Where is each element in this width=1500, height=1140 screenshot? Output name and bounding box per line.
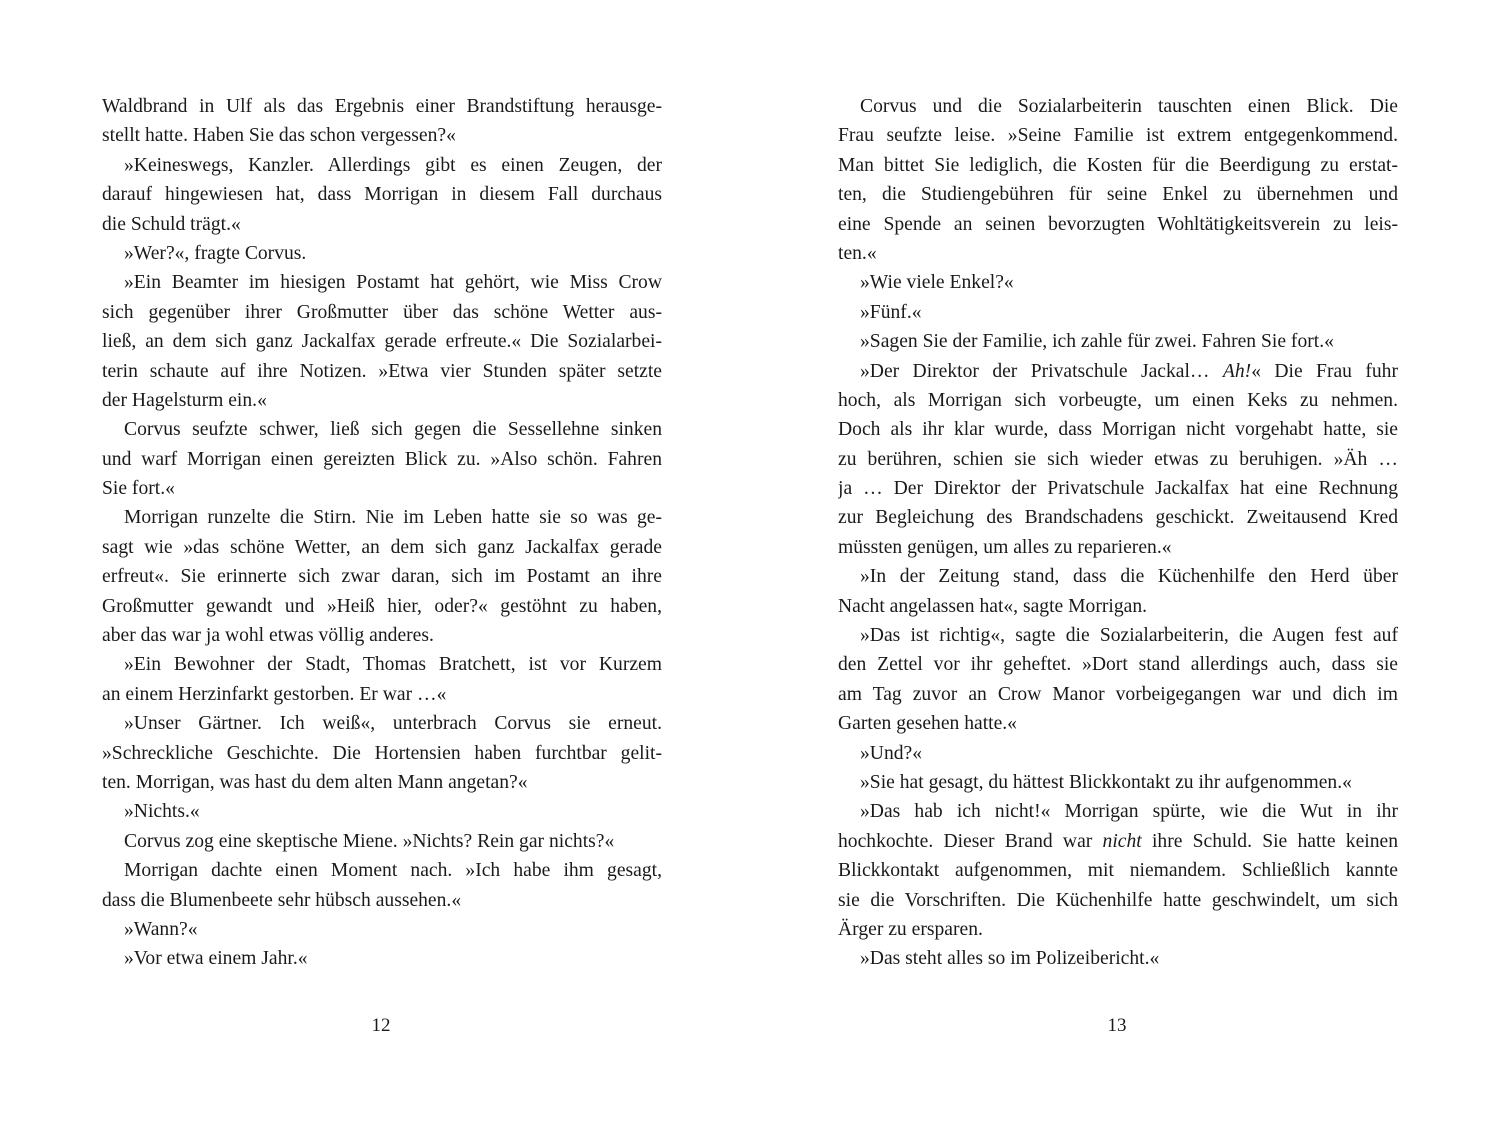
text-line: sagt wie »das schöne Wetter, an dem sich ganz Jackalfax gerade	[102, 536, 662, 558]
text-line: sich gegenüber ihrer Großmutter über das schöne Wetter aus-	[102, 301, 662, 323]
text-line: darauf hingewiesen hat, dass Morrigan in diesem Fall durchaus	[102, 184, 662, 206]
text-line: hoch, als Morrigan sich vorbeugte, um einen Keks zu nehmen.	[838, 389, 1398, 411]
text-line: ten. Morrigan, was hast du dem alten Mann angetan?«	[102, 771, 528, 793]
text-line: Ärger zu ersparen.	[838, 918, 983, 940]
text-line: »Das hab ich nicht!« Morrigan spürte, wie die Wut in ihr	[860, 801, 1398, 823]
text-line: zu berühren, schien sie sich wieder etwas zu beruhigen. »Äh …	[838, 448, 1398, 470]
text-line: ja … Der Direktor der Privatschule Jackalfax hat eine Rechnung	[838, 478, 1398, 500]
text-line: »Unser Gärtner. Ich weiß«, unterbrach Corvus sie erneut.	[124, 713, 662, 735]
text-line: erfreut«. Sie erinnerte sich zwar daran, sich im Postamt an ihre	[102, 566, 662, 588]
text-line: Corvus und die Sozialarbeiterin tauschten einen Blick. Die	[860, 96, 1398, 117]
text-line: eine Spende an seinen bevorzugten Wohltätigkeitsverein zu leis-	[838, 213, 1398, 235]
text-line: terin schaute auf ihre Notizen. »Etwa vier Stunden später setzte	[102, 360, 662, 382]
text-line: Frau seufzte leise. »Seine Familie ist extrem entgegenkommend.	[838, 125, 1398, 147]
text-line: »Sie hat gesagt, du hättest Blickkontakt zu ihr aufgenommen.«	[860, 771, 1352, 793]
text-line: »Keineswegs, Kanzler. Allerdings gibt es einen Zeugen, der	[124, 154, 662, 176]
text-line: Corvus seufzte schwer, ließ sich gegen die Sessellehne sinken	[124, 419, 662, 441]
text-line: »In der Zeitung stand, dass die Küchenhilfe den Herd über	[860, 566, 1398, 588]
text-line: »Ein Bewohner der Stadt, Thomas Bratchett, ist vor Kurzem	[124, 654, 662, 676]
text-line: am Tag zuvor an Crow Manor vorbeigegangen war und dich im	[838, 683, 1398, 705]
left-page	[102, 92, 662, 974]
text-line: Morrigan dachte einen Moment nach. »Ich habe ihm gesagt,	[124, 860, 662, 882]
text-line: »Nichts.«	[124, 801, 200, 823]
text-line: dass die Blumenbeete sehr hübsch aussehen.«	[102, 889, 462, 911]
text-line: Waldbrand in Ulf als das Ergebnis einer Brandstiftung herausge-	[102, 96, 662, 117]
text-line: »Wie viele Enkel?«	[860, 272, 1014, 294]
text-line: »Wann?«	[124, 918, 198, 940]
text-line: »Ein Beamter im hiesigen Postamt hat gehört, wie Miss Crow	[124, 272, 662, 294]
text-line: Garten gesehen hatte.«	[838, 713, 1017, 735]
text-line: »Das steht alles so im Polizeibericht.«	[860, 948, 1160, 970]
text-line: »Der Direktor der Privatschule Jackal… Ah!« Die Frau fuhr	[860, 360, 1398, 382]
text-line: ließ, an dem sich ganz Jackalfax gerade erfreute.« Die Sozialarbei-	[102, 331, 662, 353]
text-line: »Fünf.«	[860, 301, 922, 323]
text-line: Blickkontakt aufgenommen, mit niemandem. Schließlich kannte	[838, 860, 1398, 882]
text-line: Doch als ihr klar wurde, dass Morrigan nicht vorgehabt hatte, sie	[838, 419, 1398, 441]
text-line: Nacht angelassen hat«, sagte Morrigan.	[838, 595, 1148, 617]
text-line: »Vor etwa einem Jahr.«	[124, 948, 308, 970]
left-page-number: 12	[371, 1015, 391, 1036]
text-line: zur Begleichung des Brandschadens geschickt. Zweitausend Kred	[838, 507, 1398, 529]
text-line: Großmutter gewandt und »Heiß hier, oder?« gestöhnt zu haben,	[102, 595, 662, 617]
left-page-text	[102, 92, 662, 974]
text-line: der Hagelsturm ein.«	[102, 389, 267, 411]
text-line: müssten genügen, um alles zu reparieren.«	[838, 536, 1172, 558]
text-line: und warf Morrigan einen gereizten Blick zu. »Also schön. Fahren	[102, 448, 662, 470]
text-line: stellt hatte. Haben Sie das schon vergessen?«	[102, 125, 456, 147]
text-line: Man bittet Sie lediglich, die Kosten für die Beerdigung zu erstat-	[838, 154, 1398, 176]
text-line: »Schreckliche Geschichte. Die Hortensien haben furchtbar gelit-	[102, 742, 662, 764]
text-line: Morrigan runzelte die Stirn. Nie im Leben hatte sie so was ge-	[124, 507, 662, 529]
right-page	[838, 92, 1398, 974]
text-line: den Zettel vor ihr geheftet. »Dort stand allerdings auch, dass sie	[838, 654, 1398, 676]
text-line: Corvus zog eine skeptische Miene. »Nichts? Rein gar nichts?«	[124, 830, 615, 852]
text-line: die Schuld trägt.«	[102, 213, 241, 235]
text-line: ten, die Studiengebühren für seine Enkel zu übernehmen und	[838, 184, 1398, 206]
text-line: Sie fort.«	[102, 478, 175, 500]
text-line: »Das ist richtig«, sagte die Sozialarbeiterin, die Augen fest auf	[860, 625, 1398, 647]
right-page-text	[838, 92, 1398, 974]
text-line: aber das war ja wohl etwas völlig anderes.	[102, 625, 434, 647]
text-line: ten.«	[838, 242, 877, 264]
text-line: »Wer?«, fragte Corvus.	[124, 242, 307, 264]
text-line: »Und?«	[860, 742, 923, 764]
text-line: an einem Herzinfarkt gestorben. Er war …«	[102, 683, 447, 705]
right-page-number: 13	[1107, 1015, 1127, 1036]
text-line: »Sagen Sie der Familie, ich zahle für zwei. Fahren Sie fort.«	[860, 331, 1334, 353]
text-line: sie die Vorschriften. Die Küchenhilfe hatte geschwindelt, um sich	[838, 889, 1398, 911]
text-line: hochkochte. Dieser Brand war nicht ihre Schuld. Sie hatte keinen	[838, 830, 1398, 852]
